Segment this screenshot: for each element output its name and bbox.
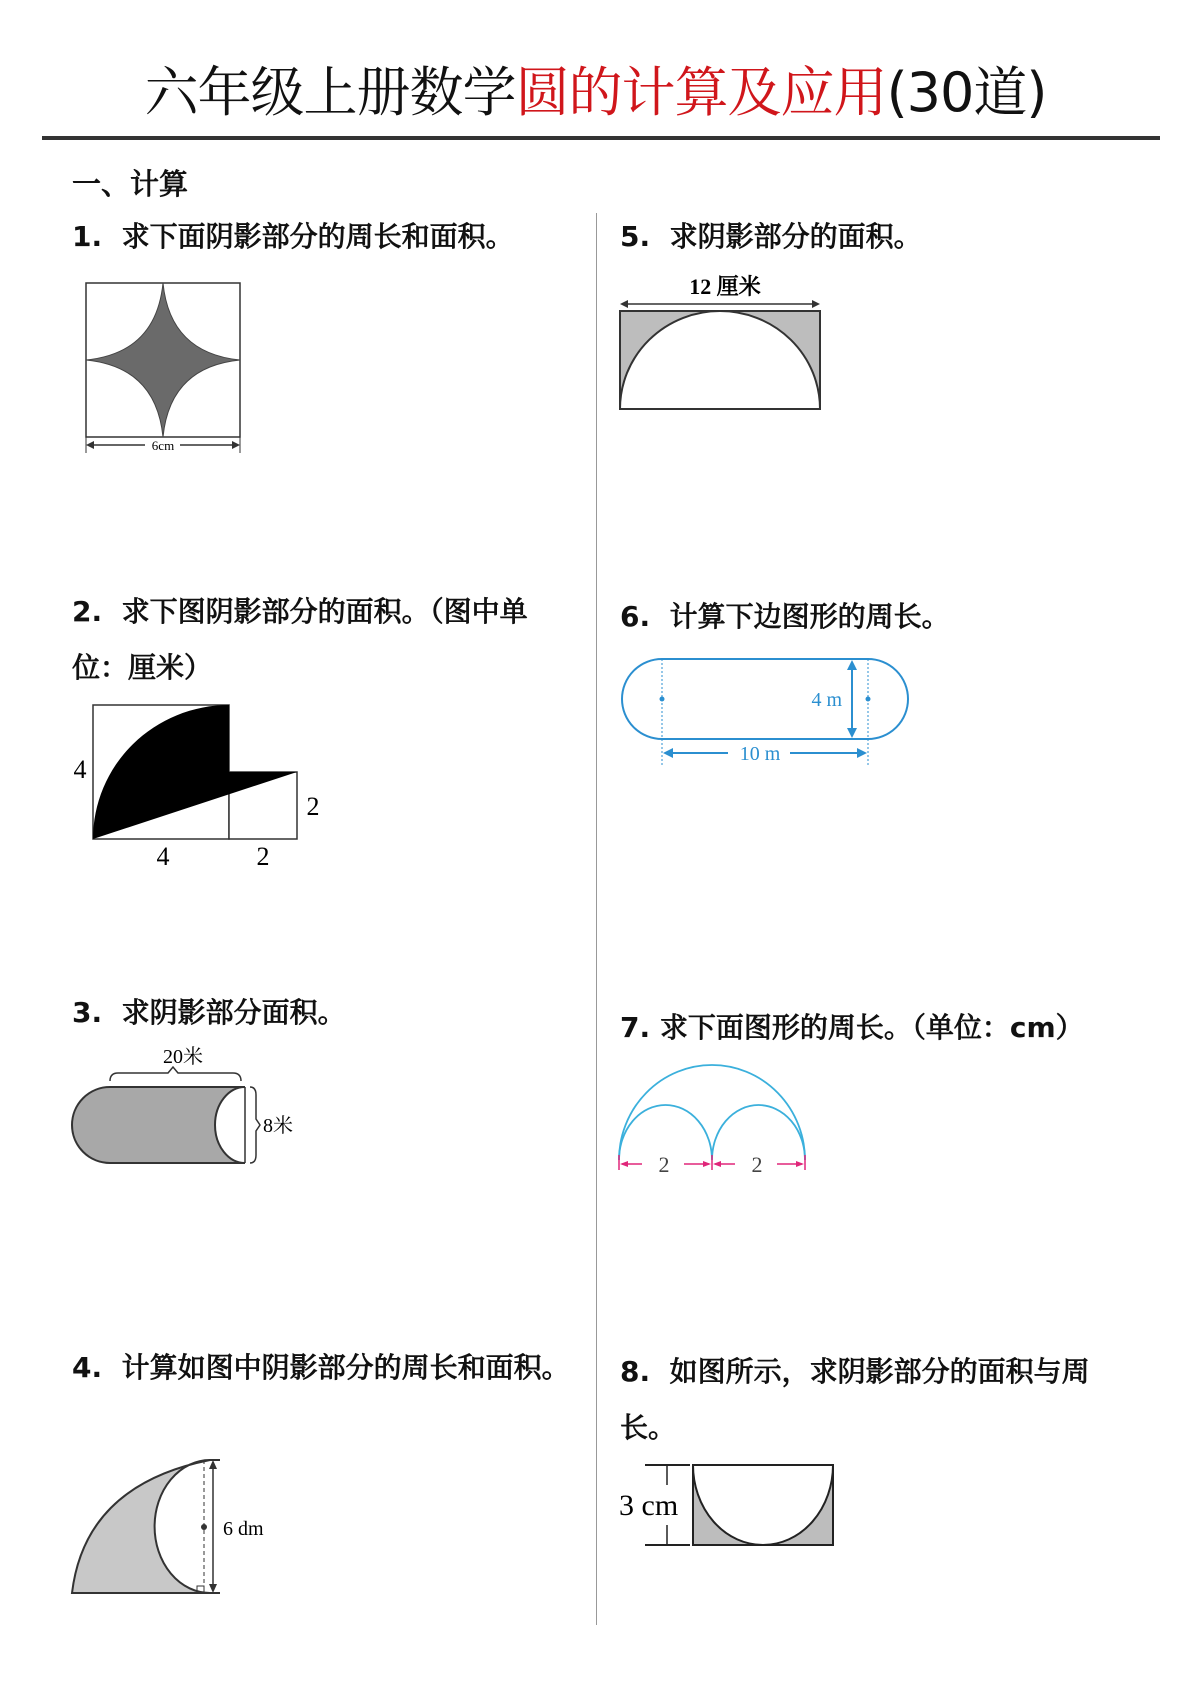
column-divider (596, 213, 597, 1625)
svg-text:12 厘米: 12 厘米 (689, 274, 761, 299)
figure-7 (612, 1055, 812, 1175)
figure-6 (610, 640, 930, 780)
title-part-3: (30道) (886, 61, 1047, 124)
svg-text:4: 4 (156, 842, 170, 870)
title-part-2: 圆的计算及应用 (515, 61, 887, 124)
figure-5 (615, 262, 835, 417)
svg-text:4 m: 4 m (811, 689, 842, 711)
page-title (0, 58, 1191, 128)
svg-text:2: 2 (751, 1152, 763, 1175)
figure-4 (65, 1455, 285, 1605)
question-4: 4. 计算如图中阴影部分的周长和面积。 (72, 1351, 570, 1384)
question-1: 1. 求下面阴影部分的周长和面积。 (72, 220, 514, 253)
title-part-1: 六年级上册数学 (144, 61, 516, 124)
question-7: 7. 求下面图形的周长。（单位：cm） (620, 1011, 1084, 1044)
figure-2 (60, 690, 390, 870)
svg-text:6 dm: 6 dm (223, 1518, 264, 1540)
svg-text:2: 2 (306, 792, 320, 821)
svg-text:8米: 8米 (263, 1115, 293, 1137)
section-heading: 一、计算 (72, 167, 189, 201)
svg-text:10 m: 10 m (739, 743, 781, 765)
question-2: 2. 求下图阴影部分的面积。（图中单位：厘米） (72, 595, 528, 684)
svg-text:2: 2 (256, 842, 270, 870)
question-3: 3. 求阴影部分面积。 (72, 996, 346, 1029)
figure-1 (80, 278, 250, 458)
question-5: 5. 求阴影部分的面积。 (620, 220, 922, 253)
svg-text:3 cm: 3 cm (619, 1489, 679, 1522)
question-6: 6. 计算下边图形的周长。 (620, 600, 950, 633)
title-rule (42, 136, 1160, 140)
svg-text:20米: 20米 (163, 1046, 203, 1068)
figure-8 (615, 1455, 845, 1555)
label-6cm: 6cm (151, 438, 175, 453)
svg-text:2: 2 (658, 1152, 670, 1175)
svg-text:4: 4 (73, 755, 87, 784)
figure-3 (65, 1035, 315, 1170)
question-8: 8. 如图所示，求阴影部分的面积与周长。 (620, 1355, 1090, 1444)
